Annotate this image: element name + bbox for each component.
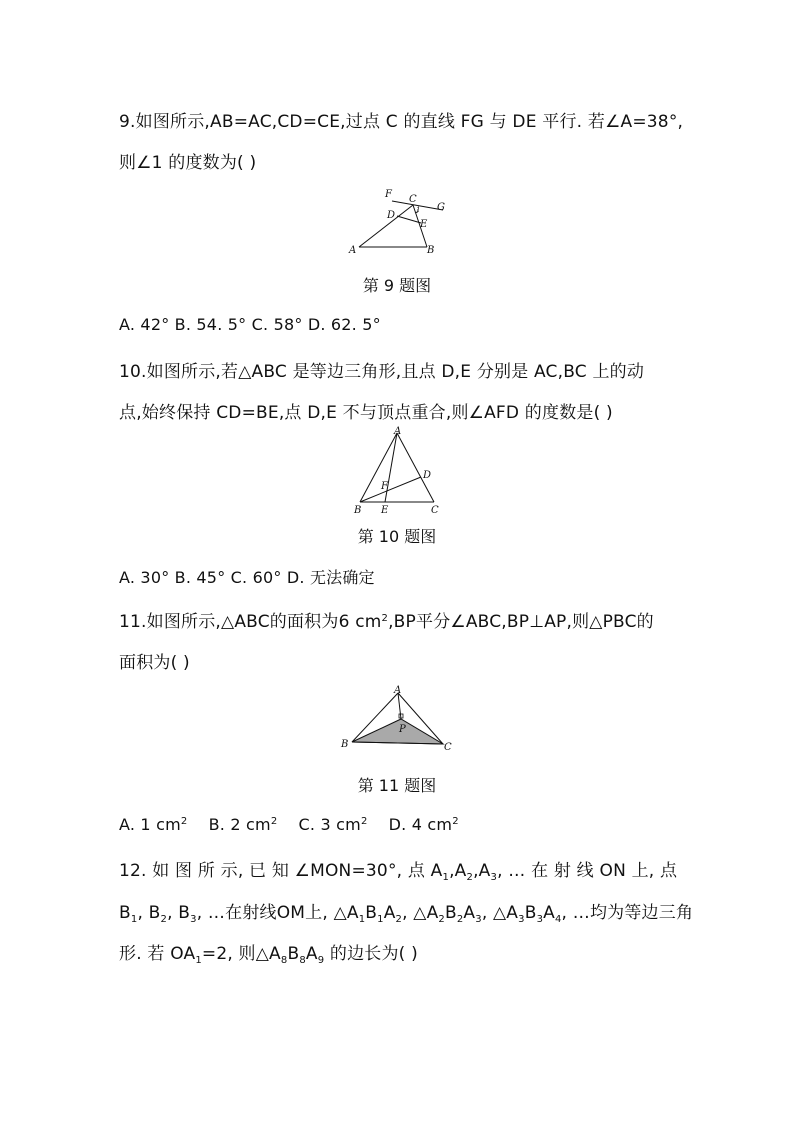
label-a: A (394, 426, 402, 437)
label-b: B (341, 739, 349, 750)
q10-options: A. 30° B. 45° C. 60° D. 无法确定 (119, 568, 375, 587)
label-g: G (437, 202, 445, 213)
option-c: C. 3 $cm^2$ (298, 815, 368, 834)
q9-options: A. 42° B. 54. 5° C. 58° D. 62. 5° (119, 315, 381, 334)
segment-ap (398, 693, 401, 719)
option-d: D. 4 $cm^2$ (388, 815, 459, 834)
label-b: B (427, 245, 435, 256)
label-c: C (444, 742, 452, 753)
shaded-triangle-pbc (352, 719, 443, 744)
q10-caption: 第 10 题图 (357, 527, 437, 546)
side-ac (397, 433, 434, 502)
figure-q9 (345, 185, 455, 257)
q12-line2: $B_1$, $B_2$, $B_3$, …在射线OM上, $\triangle A_1B_1A_2$, $\triangle A_2B_2A_3$, $\triangle A_3B_3A_4$, …均为等边三角 (119, 903, 694, 925)
option-b: B. 2 $cm^2$ (208, 815, 278, 834)
figure-q11 (338, 684, 458, 754)
label-a: A (349, 245, 357, 256)
q9-line1: 9.如图所示,AB=AC,CD=CE,过点 C 的直线 FG 与 DE 平行. 若∠A=38°, (119, 112, 684, 132)
q9-line2: 则∠1 的度数为( ) (119, 153, 257, 173)
q9-caption: 第 9 题图 (362, 276, 432, 295)
q11-line1: 11.如图所示,△ABC的面积为6 $cm^2,BP$平分∠ABC,BP⊥AP,则△PBC的 (119, 612, 654, 632)
q11-caption: 第 11 题图 (357, 776, 437, 795)
label-d: D (423, 470, 432, 481)
label-d: D (387, 210, 396, 221)
label-c: C (431, 505, 439, 515)
q10-line2: 点,始终保持 CD=BE,点 D,E 不与顶点重合,则∠AFD 的度数是( ) (119, 403, 613, 423)
q11-options (119, 815, 459, 834)
label-c: C (409, 194, 417, 205)
label-e: E (420, 219, 428, 230)
label-a: A (394, 685, 402, 696)
figure-q10 (350, 425, 445, 515)
q10-line1: 10.如图所示,若△ABC 是等边三角形,且点 D,E 分别是 AC,BC 上的动 (119, 362, 645, 382)
label-f: F (385, 189, 392, 200)
option-a: A. 1 $cm^2$ (119, 815, 188, 834)
segment-ac (359, 205, 413, 247)
label-f: F (381, 481, 388, 492)
label-1: 1 (416, 206, 421, 214)
label-e: E (381, 505, 389, 515)
label-p: P (399, 724, 406, 735)
q12-line3: 形. 若 $OA_1=2$, 则$\triangle A_8B_8A_9$ 的边长为( ) (119, 944, 418, 966)
label-b: B (354, 505, 362, 515)
segment-bd (360, 477, 421, 502)
q12-line1: 12. 如 图 所 示, 已 知 ∠MON=30°, 点 $A_1,A_2,A_3$, … 在 射 线 ON 上, 点 (119, 861, 678, 883)
q11-line2: 面积为( ) (119, 653, 190, 673)
